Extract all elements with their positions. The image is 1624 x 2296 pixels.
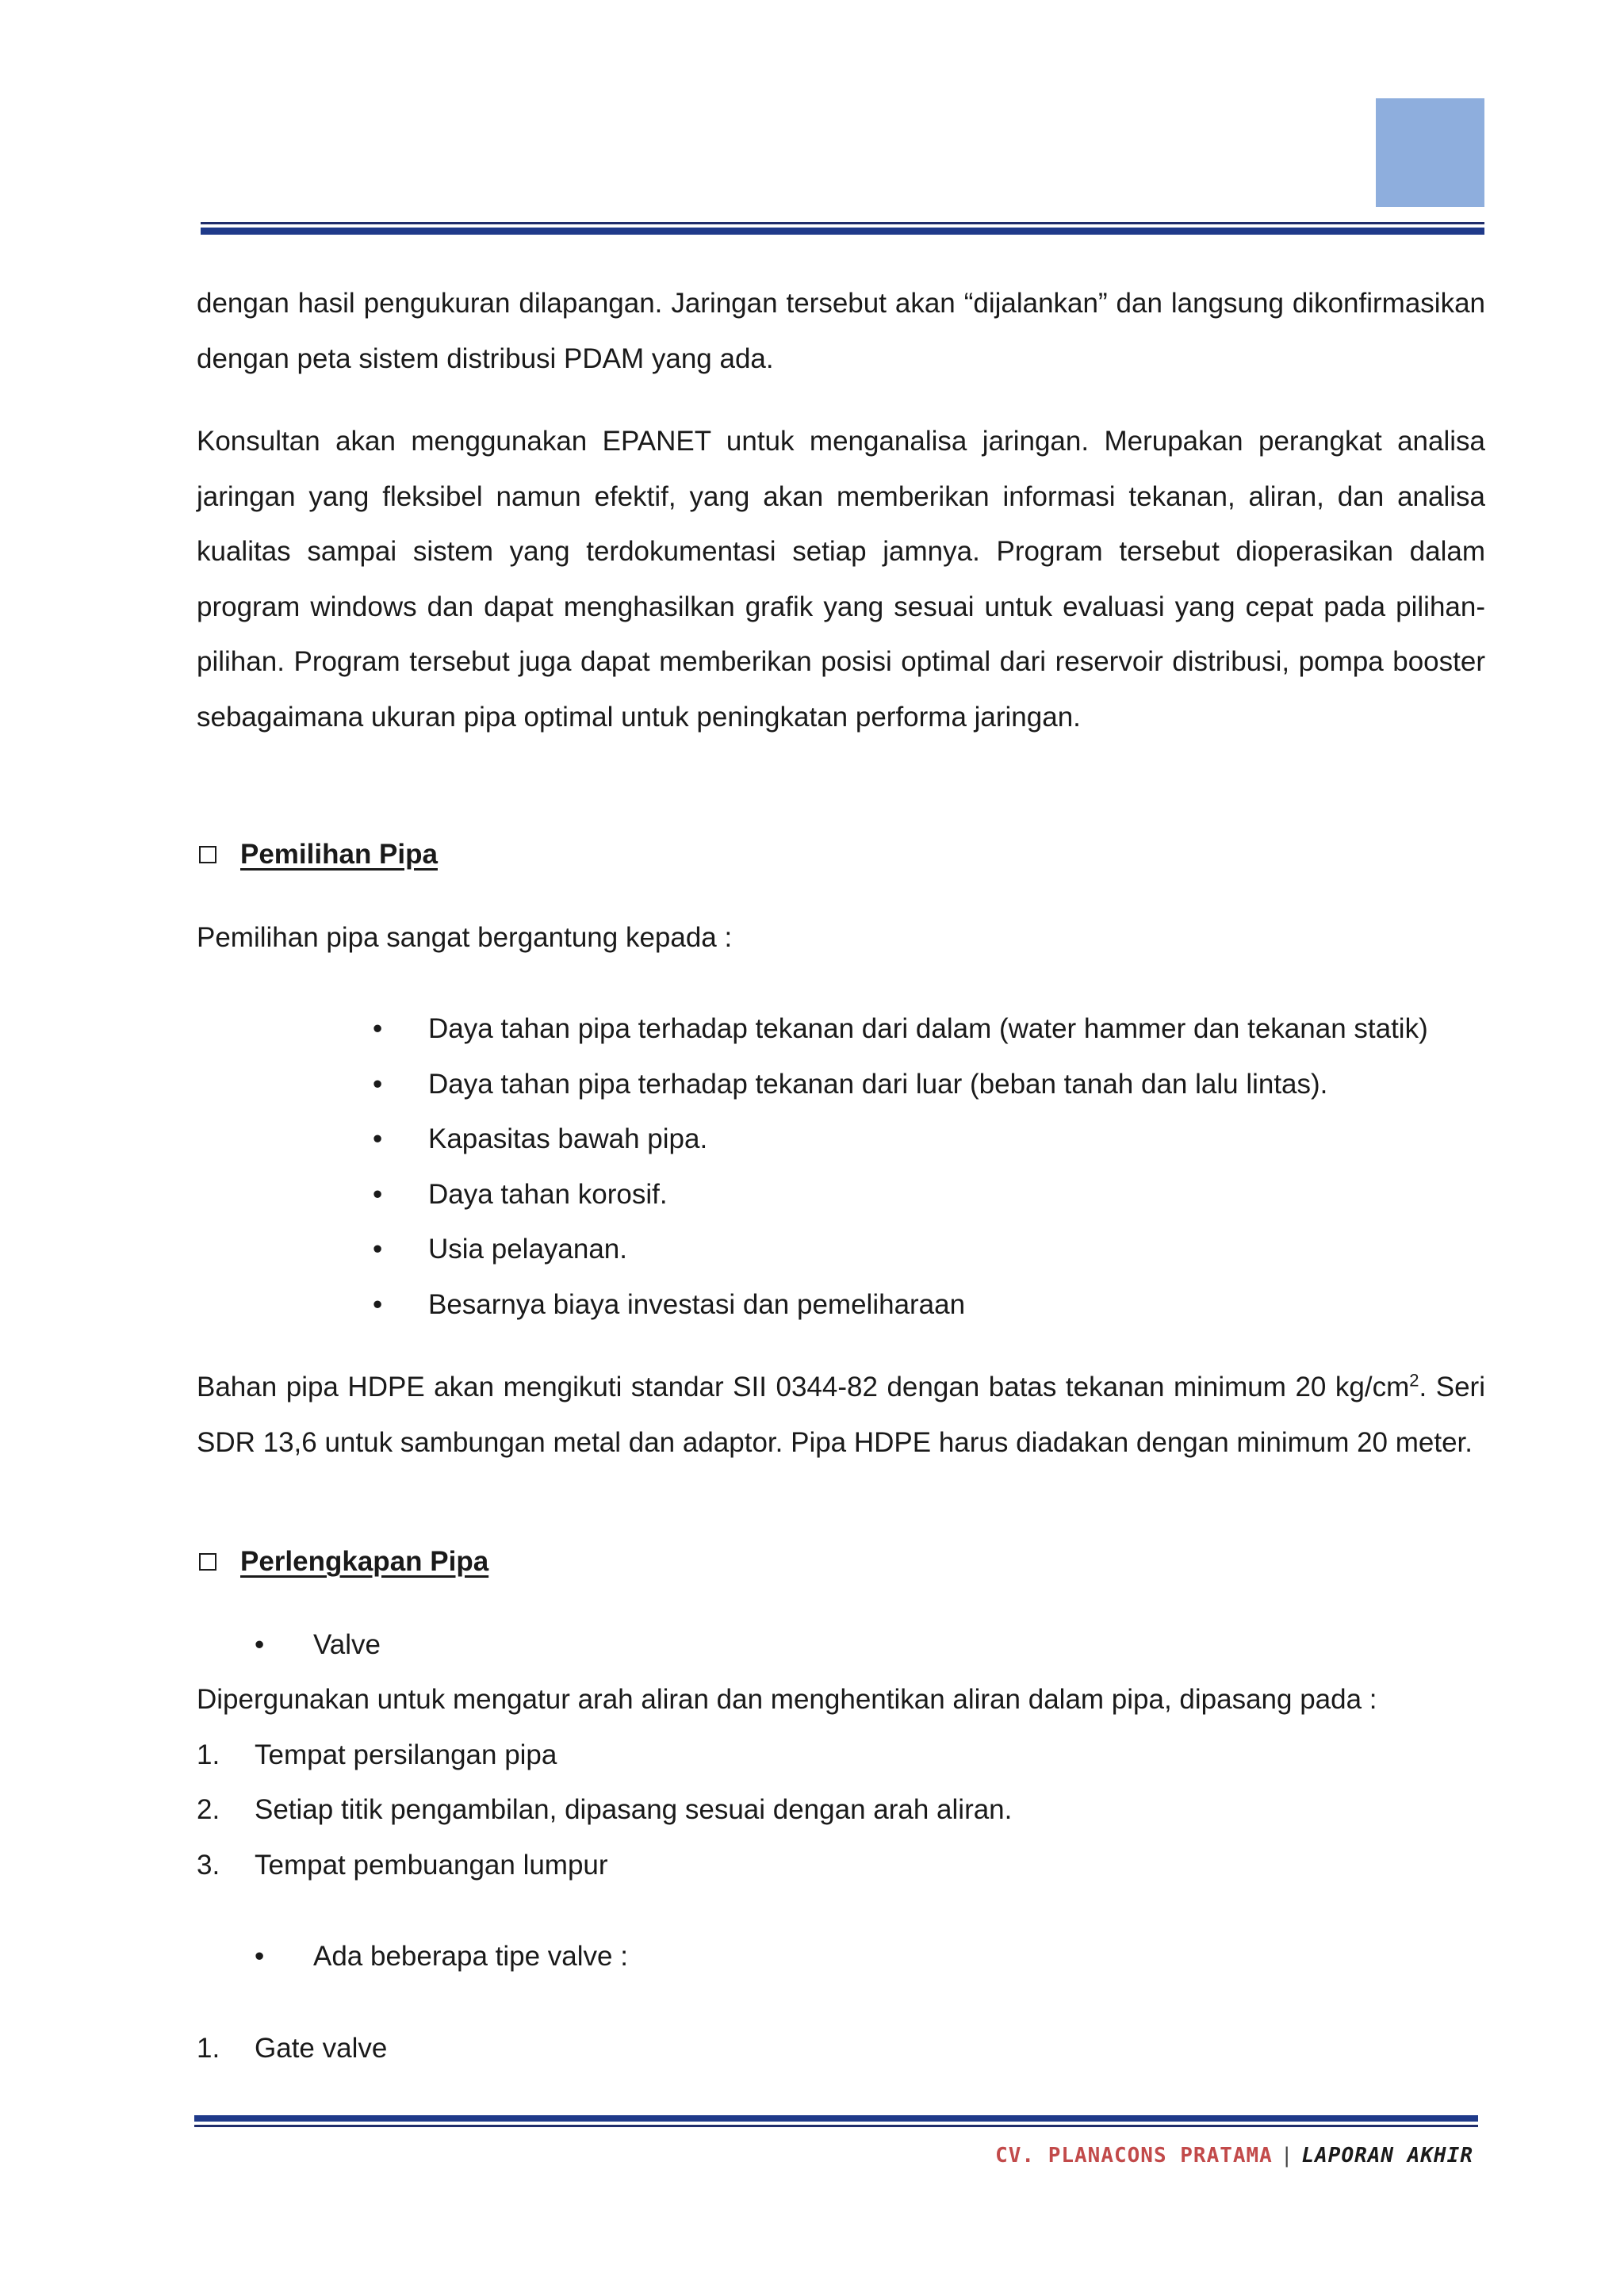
pemilihan-lead: Pemilihan pipa sangat bergantung kepada : bbox=[197, 921, 733, 953]
item-number: 3. bbox=[197, 1849, 220, 1881]
checkbox-icon bbox=[199, 1553, 216, 1571]
list-item bbox=[197, 1057, 1485, 1112]
numbered-item bbox=[197, 1728, 1485, 1783]
list-item bbox=[197, 1222, 1485, 1277]
header-corner-box bbox=[1376, 98, 1484, 207]
footer-company: CV. PLANACONS PRATAMA bbox=[995, 2144, 1273, 2168]
footer-separator: | bbox=[1280, 2144, 1294, 2168]
list-item bbox=[197, 1112, 1485, 1167]
valve-description: Dipergunakan untuk mengatur arah aliran dan menghentikan aliran dalam pipa, dipasang pada : bbox=[197, 1684, 1377, 1715]
footer bbox=[995, 2144, 1473, 2168]
intro-paragraph-1: dengan hasil pengukuran dilapangan. Jaringan tersebut akan “dijalankan” dan langsung dikonfirmasikan dengan peta sistem distribusi PDAM yang ada. bbox=[197, 288, 1485, 374]
checkbox-icon bbox=[199, 846, 216, 863]
valve-types-list bbox=[197, 2021, 1485, 2076]
valve-types-label: Ada beberapa tipe valve : bbox=[313, 1941, 628, 1972]
numbered-item bbox=[197, 1782, 1485, 1838]
item-number: 1. bbox=[197, 2032, 220, 2064]
pemilihan-criteria-list bbox=[197, 1001, 1485, 1332]
list-item-text: Daya tahan pipa terhadap tekanan dari dalam (water hammer dan tekanan statik) bbox=[428, 1013, 1428, 1044]
list-item-text: Besarnya biaya investasi dan pemeliharaan bbox=[428, 1288, 966, 1320]
numbered-item bbox=[197, 1838, 1485, 1893]
item-text: Tempat pembuangan lumpur bbox=[255, 1849, 608, 1881]
bullet-icon: • bbox=[373, 1234, 383, 1265]
intro-paragraph-2: Konsultan akan menggunakan EPANET untuk menganalisa jaringan. Merupakan perangkat analisa jaringan yang fleksibel namun efektif, yang akan memberikan informasi tekanan, aliran, dan analisa kualitas sampai sistem yang terdokumentasi setiap jamnya. Program tersebut dioperasikan dalam program windows dan dapat menghasilkan grafik yang sesuai untuk evaluasi yang cepat pada pilihan-pilihan. Program tersebut juga dapat memberikan posisi optimal dari reservoir distribusi, pompa booster sebagaimana ukuran pipa optimal untuk peningkatan performa jaringan. bbox=[197, 426, 1485, 733]
list-item bbox=[197, 1167, 1485, 1223]
list-item bbox=[197, 1277, 1485, 1333]
list-item-text: Kapasitas bawah pipa. bbox=[428, 1123, 708, 1154]
material-text: Bahan pipa HDPE akan mengikuti standar SII 0344-82 dengan batas tekanan minimum 20 kg/cm bbox=[197, 1372, 1410, 1402]
bullet-icon: • bbox=[373, 1068, 383, 1100]
header-rule bbox=[201, 222, 1484, 235]
material-text-continued: . Seri SDR 13,6 untuk sambungan metal dan adaptor. Pipa HDPE harus diadakan dengan minimum 20 meter. bbox=[197, 1372, 1485, 1458]
section-title-perlengkapan: Perlengkapan Pipa bbox=[240, 1546, 489, 1577]
footer-rule bbox=[194, 2115, 1478, 2127]
section-pemilihan-pipa bbox=[197, 827, 1485, 882]
section-perlengkapan-pipa bbox=[197, 1534, 1485, 1590]
valve-locations-list bbox=[197, 1728, 1485, 1893]
footer-report-title: LAPORAN AKHIR bbox=[1301, 2144, 1473, 2168]
valve-bullet bbox=[197, 1617, 1485, 1673]
list-item-text: Daya tahan korosif. bbox=[428, 1178, 668, 1210]
item-text: Gate valve bbox=[255, 2032, 388, 2064]
list-item-text: Daya tahan pipa terhadap tekanan dari luar (beban tanah dan lalu lintas). bbox=[428, 1068, 1328, 1100]
bullet-icon: • bbox=[255, 1941, 265, 1972]
bullet-icon: • bbox=[373, 1123, 383, 1154]
page-body bbox=[197, 276, 1485, 2076]
valve-types-bullet bbox=[197, 1929, 1485, 1984]
bullet-icon: • bbox=[373, 1013, 383, 1044]
numbered-item bbox=[197, 2021, 1485, 2076]
list-item bbox=[197, 1001, 1485, 1057]
bullet-icon: • bbox=[255, 1628, 265, 1660]
material-paragraph bbox=[197, 1360, 1485, 1470]
item-text: Setiap titik pengambilan, dipasang sesuai dengan arah aliran. bbox=[255, 1794, 1013, 1825]
valve-bullet-label: Valve bbox=[313, 1628, 381, 1660]
bullet-icon: • bbox=[373, 1178, 383, 1210]
list-item-text: Usia pelayanan. bbox=[428, 1234, 627, 1265]
item-number: 2. bbox=[197, 1794, 220, 1825]
material-superscript: 2 bbox=[1409, 1370, 1419, 1391]
item-number: 1. bbox=[197, 1739, 220, 1770]
item-text: Tempat persilangan pipa bbox=[255, 1739, 557, 1770]
section-title-pemilihan: Pemilihan Pipa bbox=[240, 839, 438, 870]
bullet-icon: • bbox=[373, 1288, 383, 1320]
